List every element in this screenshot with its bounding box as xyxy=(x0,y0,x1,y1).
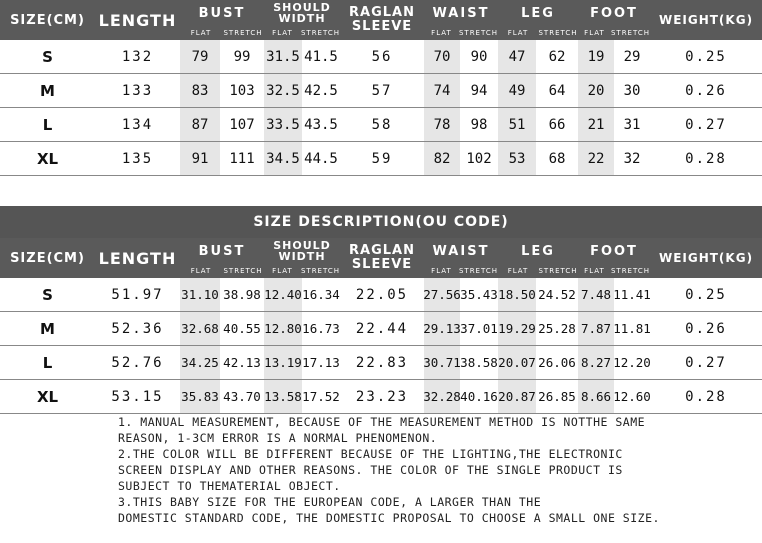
cell-leg-stretch: 25.28 xyxy=(538,321,576,336)
cell-foot-flat: 7.48 xyxy=(578,278,614,311)
subheader-flat: FLAT xyxy=(507,29,529,37)
cell-sw-stretch: 17.52 xyxy=(302,389,340,404)
header-weight: WEIGHT(KG) xyxy=(658,251,754,265)
cell-leg-stretch: 24.52 xyxy=(538,287,576,302)
cell-weight: 0.27 xyxy=(685,116,727,133)
cell-size: S xyxy=(42,47,53,66)
header-bust: BUST FLAT STRETCH xyxy=(180,0,264,40)
cell-length: 51.97 xyxy=(111,286,164,303)
note-item: 2.THE COLOR WILL BE DIFFERENT BECAUSE OF THE LIGHTING,THE ELECTRONIC SCREEN DISPLAY AND OTHER REASONS. THE COLOR OF THE SINGLE PRODUCT IS SUBJECT TO THEMATERIAL OBJECT. xyxy=(118,447,623,493)
subheader-flat: FLAT xyxy=(190,267,212,275)
cell-waist-flat: 29.13 xyxy=(424,312,460,345)
cell-leg-stretch: 66 xyxy=(548,116,566,133)
cell-size: L xyxy=(42,115,53,134)
cell-leg-stretch: 26.85 xyxy=(538,389,576,404)
subheader-stretch: STRETCH xyxy=(458,267,498,275)
cell-leg-flat: 19.29 xyxy=(498,312,536,345)
cell-sw-flat: 12.40 xyxy=(264,278,302,311)
cell-sw-stretch: 44.5 xyxy=(304,150,338,167)
subheader-stretch: STRETCH xyxy=(223,29,263,37)
notes xyxy=(118,414,758,526)
table-row xyxy=(0,380,762,414)
header-size: SIZE(CM) xyxy=(10,12,85,28)
cell-bust-stretch: 103 xyxy=(229,82,255,99)
cell-leg-flat: 49 xyxy=(498,74,536,107)
cell-foot-stretch: 12.20 xyxy=(613,355,651,370)
cell-waist-stretch: 37.01 xyxy=(460,321,498,336)
note-item: 3.THIS BABY SIZE FOR THE EUROPEAN CODE, A LARGER THAN THE DOMESTIC STANDARD CODE, THE DOMESTIC PROPOSAL TO CHOOSE A SMALL ONE SIZE. xyxy=(118,495,660,525)
subheader-stretch: STRETCH xyxy=(223,267,263,275)
subheader-stretch: STRETCH xyxy=(300,267,340,275)
cell-leg-stretch: 68 xyxy=(548,150,566,167)
cell-bust-flat: 32.68 xyxy=(180,312,220,345)
header-raglan-sleeve: RAGLAN SLEEVE xyxy=(349,243,415,272)
cell-length: 52.36 xyxy=(111,320,164,337)
subheader-flat: FLAT xyxy=(431,29,452,37)
cell-waist-flat: 30.71 xyxy=(424,346,460,379)
subheader-flat: FLAT xyxy=(190,29,212,37)
cell-size: M xyxy=(40,81,55,100)
cell-weight: 0.26 xyxy=(685,82,727,99)
cell-length: 132 xyxy=(121,48,154,65)
cell-foot-flat: 21 xyxy=(578,108,614,141)
header-size: SIZE(CM) xyxy=(10,250,85,266)
cell-bust-stretch: 111 xyxy=(229,150,255,167)
cell-sw-stretch: 41.5 xyxy=(304,48,338,65)
cell-waist-flat: 32.28 xyxy=(424,380,460,413)
cell-bust-flat: 91 xyxy=(180,142,220,175)
header-length: LENGTH xyxy=(98,10,177,30)
subheader-stretch: STRETCH xyxy=(538,29,578,37)
cell-sw-stretch: 42.5 xyxy=(304,82,338,99)
cell-length: 133 xyxy=(121,82,154,99)
cell-sw-flat: 12.80 xyxy=(264,312,302,345)
table-row xyxy=(0,108,762,142)
cell-raglan: 59 xyxy=(371,150,393,167)
cell-bust-flat: 31.10 xyxy=(180,278,220,311)
cell-length: 52.76 xyxy=(111,354,164,371)
cell-foot-flat: 8.66 xyxy=(578,380,614,413)
table-title: SIZE DESCRIPTION(OU CODE) xyxy=(0,206,762,238)
cell-leg-flat: 18.50 xyxy=(498,278,536,311)
cell-waist-stretch: 102 xyxy=(466,150,492,167)
cell-length: 53.15 xyxy=(111,388,164,405)
header-weight: WEIGHT(KG) xyxy=(658,13,754,27)
cell-foot-stretch: 11.41 xyxy=(613,287,651,302)
table-header xyxy=(0,0,762,40)
header-waist: WAIST FLAT STRETCH xyxy=(424,0,498,40)
cell-waist-flat: 82 xyxy=(424,142,460,175)
header-raglan-sleeve: RAGLAN SLEEVE xyxy=(349,5,415,34)
cell-raglan: 57 xyxy=(371,82,393,99)
table-row xyxy=(0,74,762,108)
header-foot: FOOT FLAT STRETCH xyxy=(578,0,650,40)
cell-waist-stretch: 38.58 xyxy=(460,355,498,370)
cell-weight: 0.28 xyxy=(685,388,727,405)
cell-foot-stretch: 12.60 xyxy=(613,389,651,404)
cell-bust-stretch: 107 xyxy=(229,116,255,133)
cell-foot-flat: 7.87 xyxy=(578,312,614,345)
cell-foot-flat: 20 xyxy=(578,74,614,107)
cell-leg-stretch: 26.06 xyxy=(538,355,576,370)
cell-sw-stretch: 16.73 xyxy=(302,321,340,336)
cell-foot-stretch: 11.81 xyxy=(613,321,651,336)
cell-size: M xyxy=(40,319,55,338)
table-row xyxy=(0,40,762,74)
header-leg: LEG FLAT STRETCH xyxy=(498,0,578,40)
cell-raglan: 56 xyxy=(371,48,393,65)
size-table-cm xyxy=(0,0,762,176)
cell-bust-flat: 87 xyxy=(180,108,220,141)
cell-sw-flat: 32.5 xyxy=(264,74,302,107)
cell-waist-flat: 74 xyxy=(424,74,460,107)
cell-foot-flat: 19 xyxy=(578,40,614,73)
cell-waist-flat: 78 xyxy=(424,108,460,141)
note-item: 1. MANUAL MEASUREMENT, BECAUSE OF THE MEASUREMENT METHOD IS NOTTHE SAME REASON, 1-3CM ERROR IS A NORMAL PHENOMENON. xyxy=(118,415,646,445)
cell-size: L xyxy=(42,353,53,372)
cell-foot-stretch: 30 xyxy=(623,82,641,99)
cell-leg-flat: 47 xyxy=(498,40,536,73)
cell-length: 134 xyxy=(121,116,154,133)
subheader-flat: FLAT xyxy=(431,267,452,275)
subheader-stretch: STRETCH xyxy=(538,267,578,275)
cell-bust-flat: 34.25 xyxy=(180,346,220,379)
cell-weight: 0.25 xyxy=(685,286,727,303)
cell-foot-flat: 22 xyxy=(578,142,614,175)
cell-sw-stretch: 16.34 xyxy=(302,287,340,302)
cell-leg-flat: 20.87 xyxy=(498,380,536,413)
header-bust: BUST FLAT STRETCH xyxy=(180,238,264,278)
cell-foot-flat: 8.27 xyxy=(578,346,614,379)
cell-sw-stretch: 17.13 xyxy=(302,355,340,370)
cell-waist-stretch: 90 xyxy=(470,48,488,65)
subheader-stretch: STRETCH xyxy=(300,29,340,37)
cell-weight: 0.27 xyxy=(685,354,727,371)
cell-sw-flat: 13.58 xyxy=(264,380,302,413)
cell-weight: 0.26 xyxy=(685,320,727,337)
cell-bust-flat: 83 xyxy=(180,74,220,107)
cell-bust-stretch: 38.98 xyxy=(223,287,261,302)
header-waist: WAIST FLAT STRETCH xyxy=(424,238,498,278)
header-leg: LEG FLAT STRETCH xyxy=(498,238,578,278)
cell-leg-stretch: 62 xyxy=(548,48,566,65)
table-row xyxy=(0,278,762,312)
table-body xyxy=(0,40,762,176)
cell-size: S xyxy=(42,285,53,304)
header-length: LENGTH xyxy=(98,248,177,268)
cell-bust-stretch: 99 xyxy=(233,48,251,65)
cell-foot-stretch: 31 xyxy=(623,116,641,133)
header-shoulder-width: SHOULD WIDTH FLAT STRETCH xyxy=(264,0,340,40)
cell-raglan: 22.44 xyxy=(355,320,409,337)
cell-waist-stretch: 40.16 xyxy=(460,389,498,404)
subheader-stretch: STRETCH xyxy=(458,29,498,37)
cell-waist-flat: 27.56 xyxy=(424,278,460,311)
cell-waist-stretch: 94 xyxy=(470,82,488,99)
cell-waist-flat: 70 xyxy=(424,40,460,73)
cell-foot-stretch: 32 xyxy=(623,150,641,167)
cell-leg-flat: 51 xyxy=(498,108,536,141)
cell-leg-stretch: 64 xyxy=(548,82,566,99)
cell-raglan: 23.23 xyxy=(355,388,409,405)
cell-waist-stretch: 35.43 xyxy=(460,287,498,302)
cell-sw-flat: 34.5 xyxy=(264,142,302,175)
cell-waist-stretch: 98 xyxy=(470,116,488,133)
cell-bust-stretch: 42.13 xyxy=(223,355,261,370)
table-header xyxy=(0,238,762,278)
cell-leg-flat: 20.07 xyxy=(498,346,536,379)
subheader-stretch: STRETCH xyxy=(610,29,650,37)
subheader-flat: FLAT xyxy=(272,267,293,275)
table-row xyxy=(0,142,762,176)
cell-sw-stretch: 43.5 xyxy=(304,116,338,133)
subheader-flat: FLAT xyxy=(584,29,605,37)
cell-raglan: 22.83 xyxy=(355,354,409,371)
table-row xyxy=(0,312,762,346)
subheader-flat: FLAT xyxy=(507,267,529,275)
table-row xyxy=(0,346,762,380)
cell-bust-stretch: 40.55 xyxy=(223,321,261,336)
cell-leg-flat: 53 xyxy=(498,142,536,175)
subheader-flat: FLAT xyxy=(272,29,293,37)
cell-bust-stretch: 43.70 xyxy=(223,389,261,404)
cell-weight: 0.25 xyxy=(685,48,727,65)
subheader-stretch: STRETCH xyxy=(610,267,650,275)
size-table-inch xyxy=(0,206,762,414)
header-foot: FOOT FLAT STRETCH xyxy=(578,238,650,278)
cell-length: 135 xyxy=(121,150,154,167)
cell-bust-flat: 35.83 xyxy=(180,380,220,413)
cell-size: XL xyxy=(36,387,59,406)
cell-bust-flat: 79 xyxy=(180,40,220,73)
subheader-flat: FLAT xyxy=(584,267,605,275)
cell-sw-flat: 33.5 xyxy=(264,108,302,141)
cell-size: XL xyxy=(36,149,59,168)
table-body xyxy=(0,278,762,414)
cell-raglan: 58 xyxy=(371,116,393,133)
cell-raglan: 22.05 xyxy=(355,286,409,303)
cell-sw-flat: 13.19 xyxy=(264,346,302,379)
header-shoulder-width: SHOULD WIDTH FLAT STRETCH xyxy=(264,238,340,278)
cell-weight: 0.28 xyxy=(685,150,727,167)
cell-sw-flat: 31.5 xyxy=(264,40,302,73)
cell-foot-stretch: 29 xyxy=(623,48,641,65)
